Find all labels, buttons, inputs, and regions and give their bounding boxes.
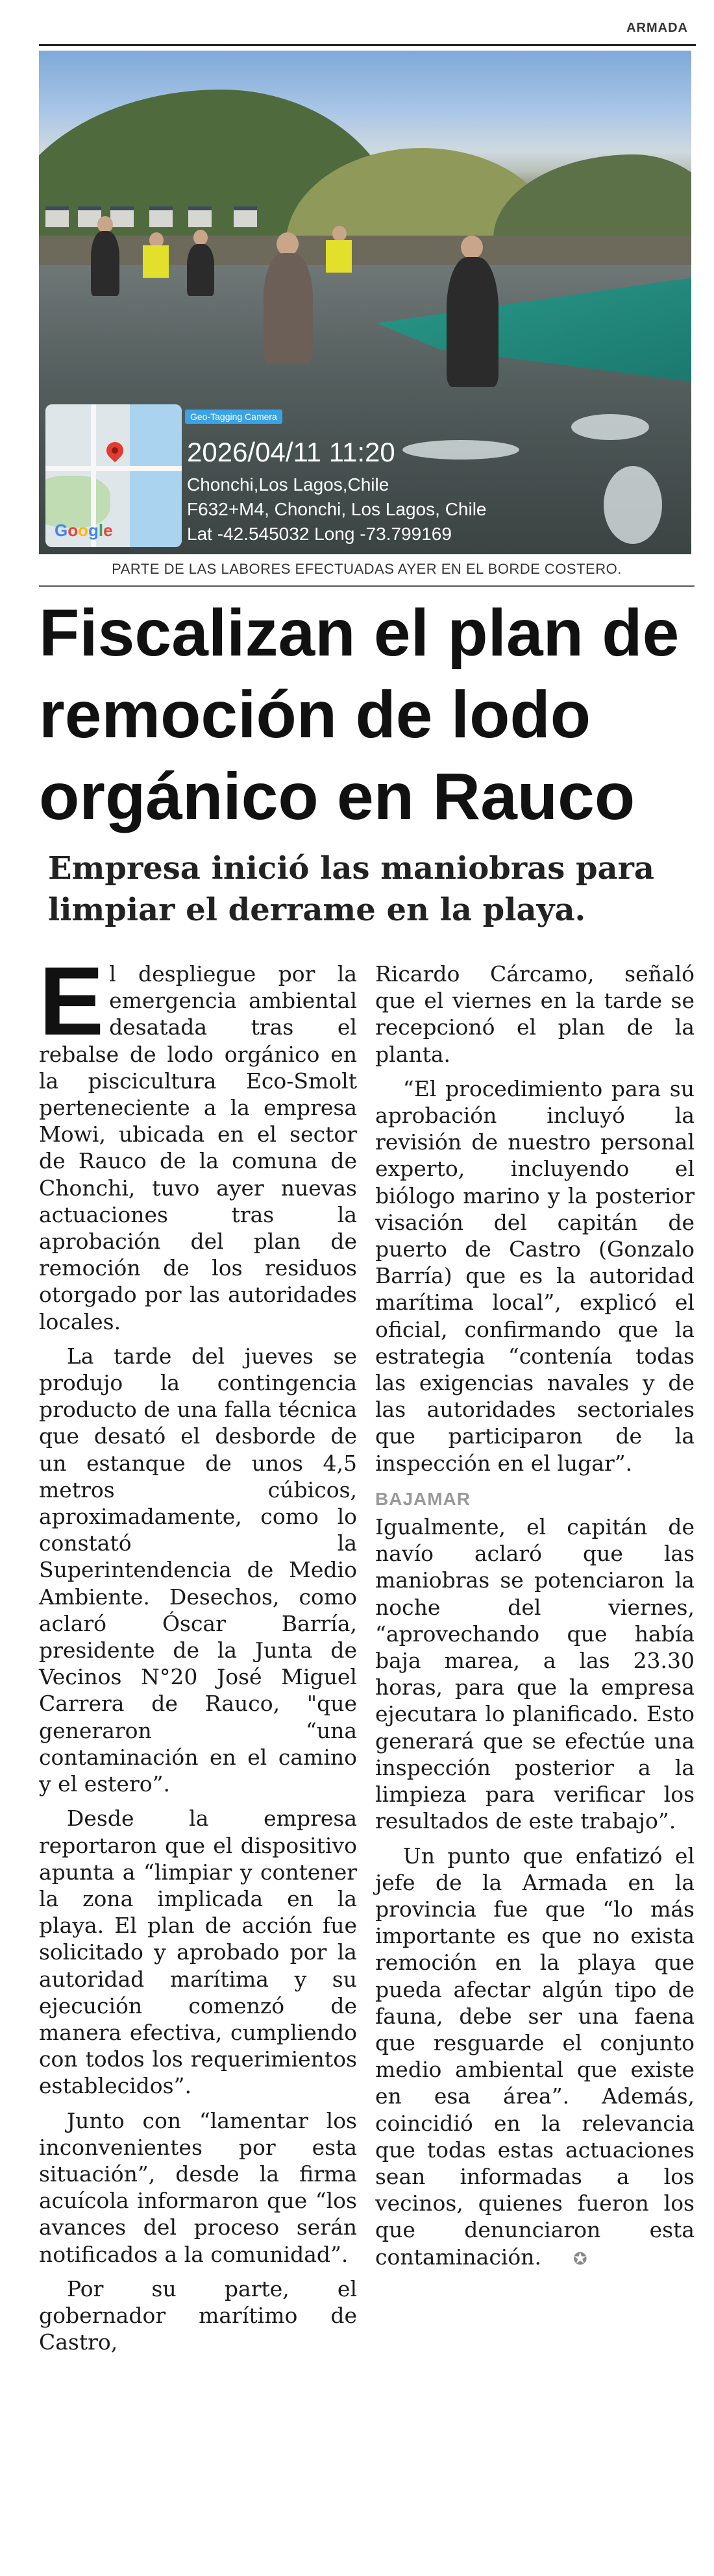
photo-caption: PARTE DE LAS LABORES EFECTUADAS AYER EN EL BORDE COSTERO.: [112, 561, 622, 577]
photo-houses: [39, 206, 286, 232]
geo-tag-badge: Geo-Tagging Camera: [185, 410, 282, 424]
headline-line: orgánico en Rauco: [39, 759, 635, 833]
location-pin-icon: [103, 439, 127, 463]
photo-hill: [493, 154, 691, 239]
article-paragraph: Un punto que enfatizó el jefe de la Armada en la provincia fue que “lo más importante es que no exista remoción en la playa que pueda afectar algún tipo de fauna, debe ser una faena que resguarde el conjunto medio ambiental que existe en esa área”. Además, coincidió en la relevancia que todas estas actuaciones sean informadas a los vecinos, quienes fueron los que denunciaron esta contaminación. ✪: [375, 1843, 695, 2273]
article-paragraph: Ricardo Cárcamo, señaló que el viernes en la tarde se recepcionó el plan de la planta.: [375, 961, 695, 1067]
headline-line: remoción de lodo: [39, 678, 591, 752]
section-label: ARMADA: [626, 21, 688, 35]
geo-datetime: 2026/04/11 11:20: [187, 437, 395, 467]
headline: [39, 592, 701, 837]
photo-worker: [187, 244, 214, 296]
article-column-2: [375, 961, 695, 2281]
section-divider: [39, 44, 696, 46]
photo-worker: [143, 245, 169, 278]
article-paragraph: “El procedimiento para su aprobación incluyó la revisión de nuestro personal experto, incluyendo el biólogo marino y la posterior visación del capitán de puerto de Castro (Gonzalo Barría) que es la autoridad marítima local”, explicó el oficial, confirmando que la estrategia “contenía todas las exigencias navales y de las autoridades sectoriales que participaron de la inspección en el lugar”.: [375, 1075, 695, 1476]
article-paragraph: Desde la empresa reportaron que el dispositivo apunta a “limpiar y contener la zona implicada en la playa. El plan de acción fue solicitado y aprobado por la autoridad marítima y su ejecución comenzó de manera efectiva, cumpliendo con todos los requerimientos establecidos”.: [39, 1806, 357, 2099]
google-logo: Google: [55, 521, 113, 540]
section-subhead: BAJAMAR: [375, 1488, 471, 1509]
article-paragraph: El despliegue por la emergencia ambiental desatada tras el rebalse de lodo orgánico en la piscicultura Eco-Smolt perteneciente a la empresa Mowi, ubicada en el sector de Rauco de la comuna de Chonchi, tuvo ayer nuevas actuaciones tras la aprobación del plan de remoción de los residuos otorgado por las autoridades locales.: [39, 946, 357, 1334]
headline-line: Fiscalizan el plan de: [39, 596, 680, 670]
article-photo: [39, 51, 691, 554]
geo-coordinates: Lat -42.545032 Long -73.799169: [187, 524, 452, 544]
photo-worker: [447, 257, 499, 387]
photo-worker: [91, 231, 119, 296]
article-paragraph: Junto con “lamentar los inconvenientes por esta situación”, desde la firma acuícola informaron que “los avances del proceso serán notificados a la comunidad”.: [39, 2107, 357, 2267]
photo-worker: [264, 253, 313, 363]
article-paragraph: Igualmente, el capitán de navío aclaró que las maniobras se potenciaron la noche del viernes, “aprovechando que había baja marea, a las 23.30 horas, para que la empresa ejecutara lo planificado. Esto generará que se efectúe una inspección posterior a la limpieza para verificar los resultados de este trabajo”.: [375, 1514, 695, 1834]
caption-divider: [39, 585, 695, 587]
subheadline: Empresa inició las maniobras para limpiar el derrame en la playa.: [48, 850, 655, 928]
article-paragraph: Por su parte, el gobernador marítimo de Castro,: [39, 2275, 357, 2355]
geo-map-thumbnail: [45, 404, 182, 547]
photo-worker: [326, 240, 352, 273]
geo-location-short: Chonchi,Los Lagos,Chile: [187, 474, 389, 495]
end-mark-icon: ✪: [572, 2249, 587, 2269]
article-paragraph: La tarde del jueves se produjo la contingencia producto de una falla técnica que desató el desborde de un estanque de unos 4,5 metros cúbicos, aproximadamente, como lo constató la Superintendencia de Medio Ambiente. Desechos, como aclaró Óscar Barría, presidente de la Junta de Vecinos N°20 José Miguel Carrera de Rauco, "que generaron “una contaminación en el camino y el estero”.: [39, 1343, 357, 1797]
drop-cap: E: [39, 946, 105, 1055]
geo-tag-overlay: [39, 398, 691, 554]
article-column-1: [39, 946, 357, 2363]
geo-location-full: F632+M4, Chonchi, Los Lagos, Chile: [187, 499, 487, 519]
